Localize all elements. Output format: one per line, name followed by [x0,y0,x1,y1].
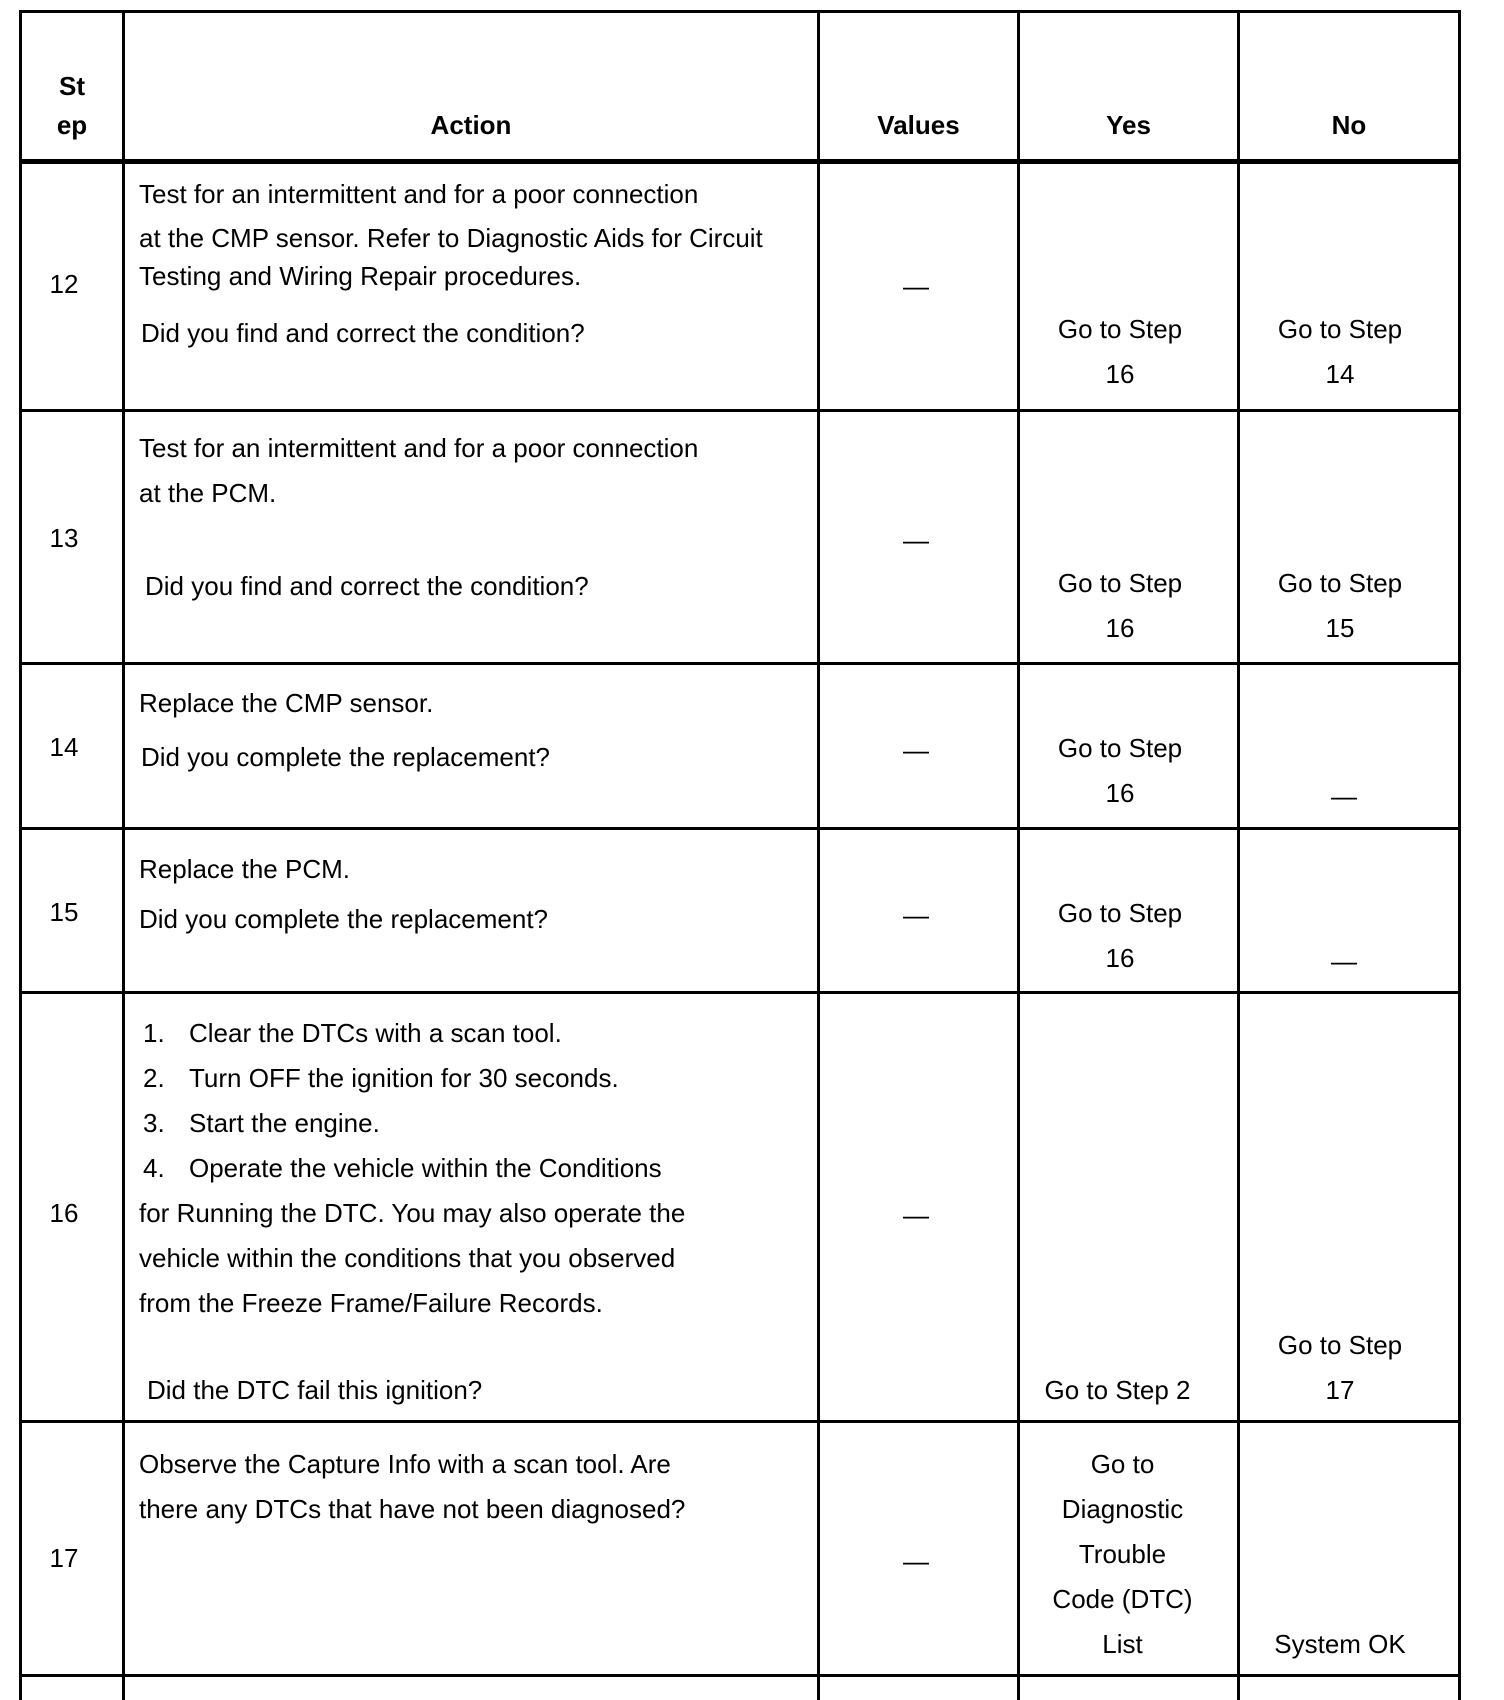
yes-goto-line: Code (DTC) [1052,1584,1193,1614]
action-line: from the Freeze Frame/Failure Records. [139,1288,603,1318]
list-item-number: 4. [143,1153,165,1183]
row-divider-13 [19,662,1461,665]
yes-goto-step: 16 [1105,359,1135,389]
action-question: Did the DTC fail this ignition? [147,1375,483,1405]
action-line: Observe the Capture Info with a scan tool. Are [139,1449,671,1479]
action-line: Test for an intermittent and for a poor connection [139,433,699,463]
header-action: Action [430,110,512,140]
action-line: at the PCM. [139,478,277,508]
action-line: there any DTCs that have not been diagnosed? [139,1494,686,1524]
values-dash: — [903,900,929,930]
action-question: Did you complete the replacement? [139,904,549,934]
values-dash: — [903,735,929,765]
yes-goto-line: Diagnostic [1061,1494,1184,1524]
list-item-number: 3. [143,1108,165,1138]
header-step-line-2: ep [56,110,88,140]
action-question: Did you complete the replacement? [141,742,551,772]
action-line: Test for an intermittent and for a poor connection [139,179,699,209]
header-no: No [1331,110,1367,140]
row-divider-12 [19,409,1461,412]
header-bottom-border [19,159,1461,164]
values-dash: — [903,271,929,301]
no-goto-label: Go to Step [1277,314,1403,344]
values-dash: — [903,525,929,555]
step-number-16: 16 [49,1198,79,1228]
action-question: Did you find and correct the condition? [145,571,589,601]
yes-goto-label: Go to Step 2 [1044,1375,1191,1405]
action-line: vehicle within the conditions that you observed [139,1243,676,1273]
no-goto-step: 15 [1325,613,1355,643]
yes-goto-line: List [1102,1629,1143,1659]
table-border-bottom [19,1674,1461,1677]
no-goto-step: 17 [1325,1375,1355,1405]
step-number-15: 15 [49,897,79,927]
header-step-line-1: St [59,71,85,101]
yes-goto-line: Go to [1090,1449,1155,1479]
list-item-text: Clear the DTCs with a scan tool. [189,1018,562,1048]
yes-goto-label: Go to Step [1057,733,1183,763]
action-question: Did you find and correct the condition? [141,318,585,348]
no-dash: — [1331,946,1357,976]
list-item-text: Operate the vehicle within the Conditions [189,1153,662,1183]
row-divider-15 [19,991,1461,994]
no-result: System OK [1274,1629,1406,1659]
values-dash: — [903,1546,929,1576]
row-divider-14 [19,827,1461,830]
list-item-text: Turn OFF the ignition for 30 seconds. [189,1063,619,1093]
action-line: Replace the PCM. [139,854,350,884]
column-divider-yes [1237,11,1240,1700]
yes-goto-label: Go to Step [1057,568,1183,598]
step-number-13: 13 [49,523,79,553]
table-border-right [1458,11,1461,1700]
table-border-top [19,10,1461,13]
no-dash: — [1331,781,1357,811]
yes-goto-step: 16 [1105,778,1135,808]
no-goto-step: 14 [1325,359,1355,389]
action-line: at the CMP sensor. Refer to Diagnostic Aids for Circuit [139,223,763,253]
list-item-number: 2. [143,1063,165,1093]
yes-goto-label: Go to Step [1057,314,1183,344]
yes-goto-label: Go to Step [1057,898,1183,928]
header-yes: Yes [1106,110,1151,140]
yes-goto-step: 16 [1105,613,1135,643]
values-dash: — [903,1200,929,1230]
no-goto-label: Go to Step [1277,1330,1403,1360]
column-divider-action [817,11,820,1700]
yes-goto-step: 16 [1105,943,1135,973]
header-values: Values [877,110,960,140]
yes-goto-line: Trouble [1078,1539,1167,1569]
no-goto-label: Go to Step [1277,568,1403,598]
list-item-number: 1. [143,1018,165,1048]
step-number-17: 17 [49,1543,79,1573]
action-line: Testing and Wiring Repair procedures. [139,261,582,291]
action-line: Replace the CMP sensor. [139,688,434,718]
step-number-14: 14 [49,732,79,762]
list-item-text: Start the engine. [189,1108,380,1138]
step-number-12: 12 [49,269,79,299]
row-divider-16 [19,1420,1461,1423]
action-line: for Running the DTC. You may also operate the [139,1198,686,1228]
column-divider-step [122,11,125,1700]
